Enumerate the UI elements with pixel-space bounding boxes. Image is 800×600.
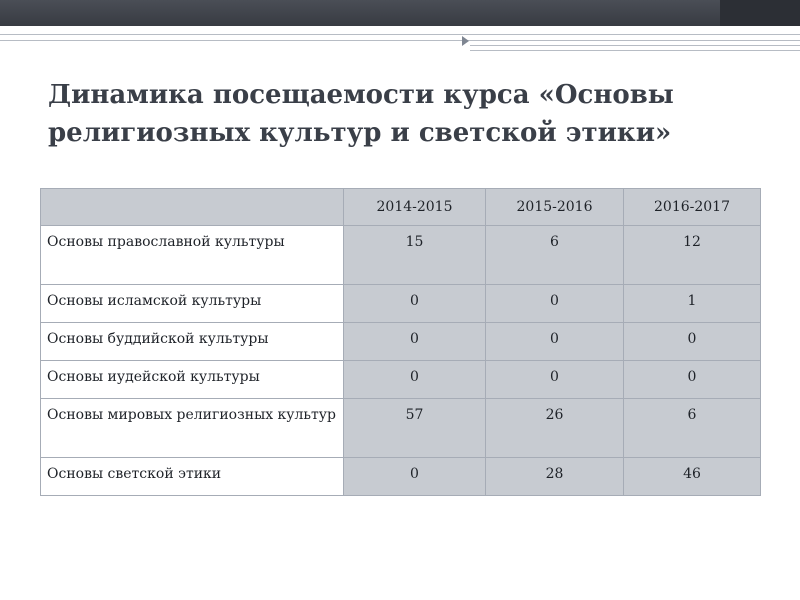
attendance-table [40,188,761,496]
course-name-cell: Основы иудейской культуры [41,361,344,399]
course-name-cell: Основы светской этики [41,458,344,496]
header-cell-year: 2015-2016 [486,189,624,226]
value-cell: 0 [486,285,624,323]
decor-line [470,45,800,46]
table-row [41,285,761,323]
value-cell: 28 [486,458,624,496]
value-cell: 0 [344,285,486,323]
value-cell: 0 [486,361,624,399]
value-cell: 0 [344,361,486,399]
value-cell: 6 [624,399,761,458]
value-cell: 1 [624,285,761,323]
value-cell: 0 [344,458,486,496]
value-cell: 12 [624,226,761,285]
value-cell: 6 [486,226,624,285]
decor-line [0,34,800,35]
decor-line [470,50,800,51]
table-row [41,323,761,361]
table-row [41,458,761,496]
value-cell: 46 [624,458,761,496]
value-cell: 0 [344,323,486,361]
top-header-accent [720,0,800,26]
header-cell-year: 2016-2017 [624,189,761,226]
header-cell-year: 2014-2015 [344,189,486,226]
attendance-table-container [40,188,760,496]
value-cell: 26 [486,399,624,458]
value-cell: 15 [344,226,486,285]
header-cell-empty [41,189,344,226]
value-cell: 0 [624,361,761,399]
top-header-band [0,0,800,26]
value-cell: 0 [486,323,624,361]
table-row [41,226,761,285]
course-name-cell: Основы православной культуры [41,226,344,285]
value-cell: 57 [344,399,486,458]
table-header-row [41,189,761,226]
course-name-cell: Основы буддийской культуры [41,323,344,361]
table-row [41,361,761,399]
course-name-cell: Основы мировых религиозных культур [41,399,344,458]
table-row [41,399,761,458]
course-name-cell: Основы исламской культуры [41,285,344,323]
triangle-marker-icon [462,36,469,46]
value-cell: 0 [624,323,761,361]
slide-title: Динамика посещаемости курса «Основы религиозных культур и светской этики» [48,80,674,148]
decor-line [0,40,800,41]
